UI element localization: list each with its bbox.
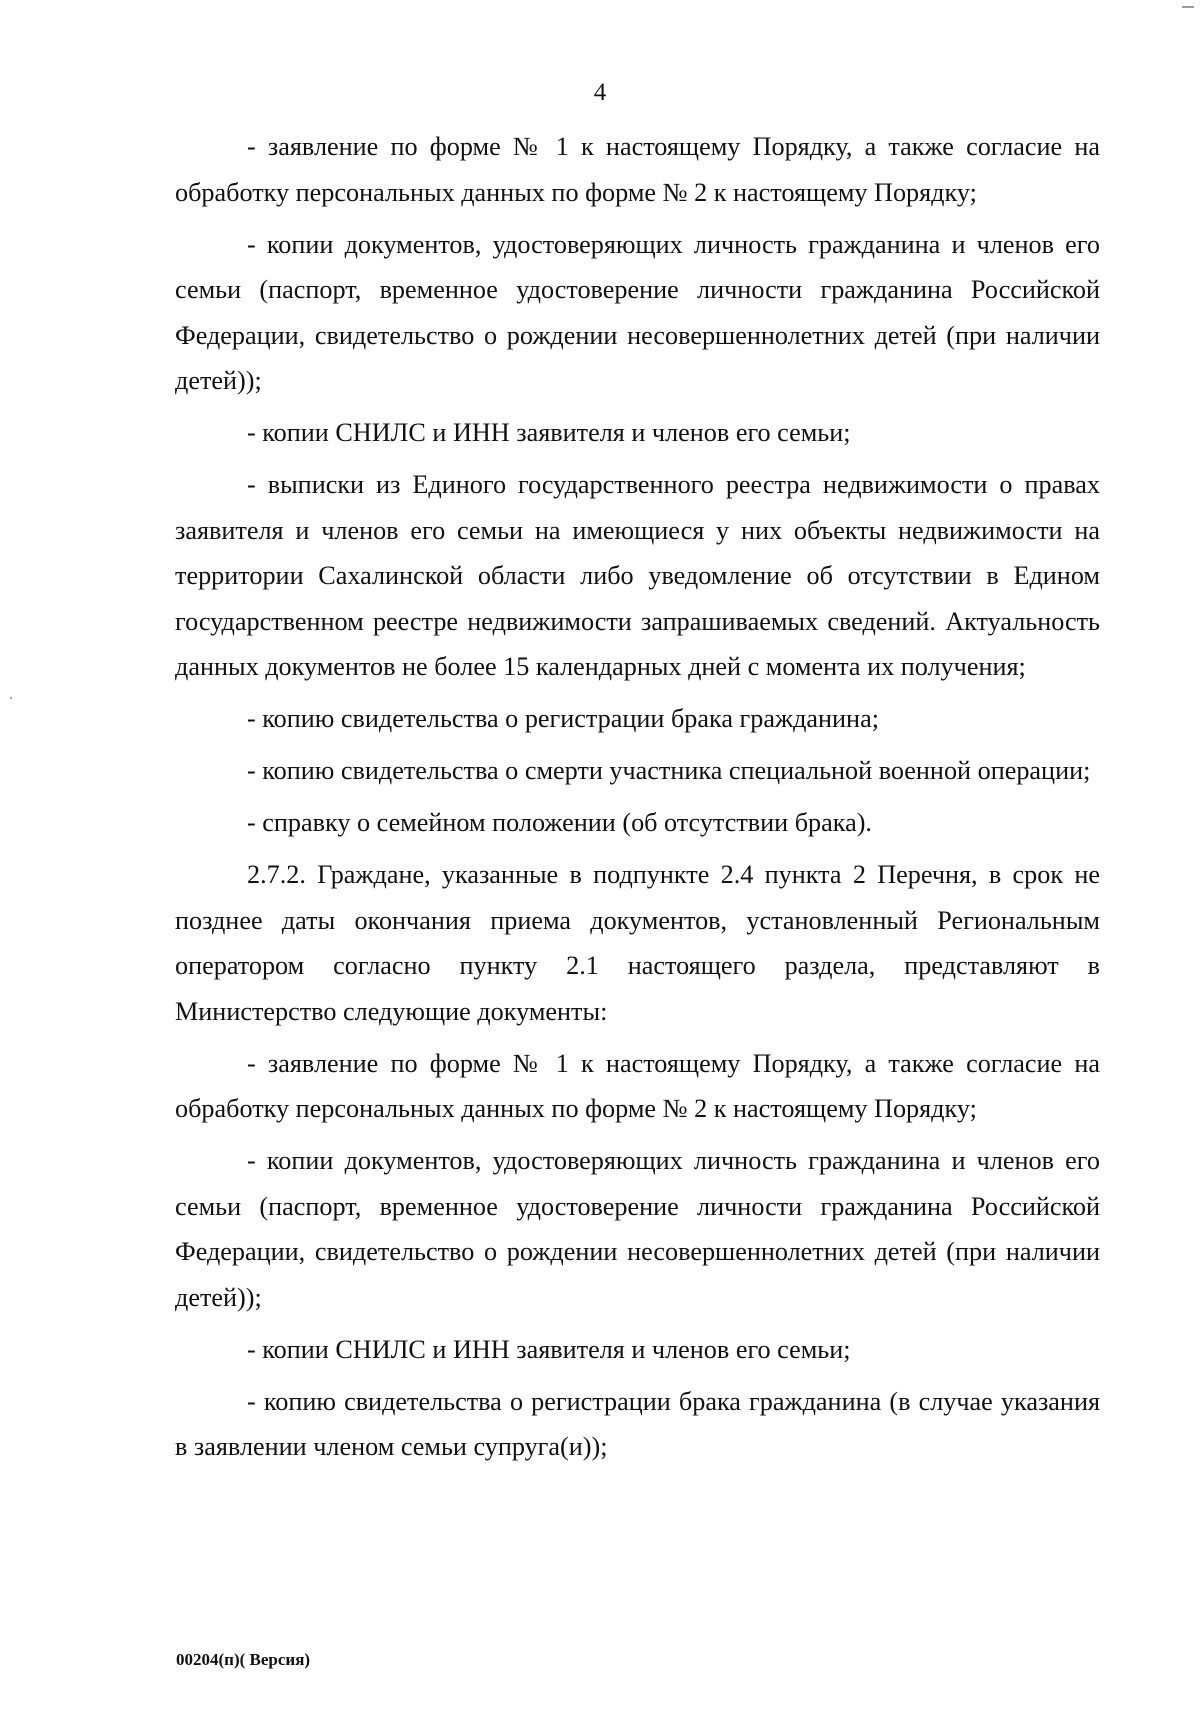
paragraph: - выписки из Единого государственного реестра недвижимости о правах заявителя и членов его семьи на имеющиеся у них объекты недвижимости на территории Сахалинской области либо уведомление об отсутствии в Едином государственном реестре недвижимости запрашиваемых сведений. Актуальность данных документов не более 15 календарных дней с момента их получения; [175, 470, 1100, 681]
paragraph: - копию свидетельства о регистрации брака гражданина; [247, 704, 879, 733]
paragraph: - копии СНИЛС и ИНН заявителя и членов его семьи; [247, 418, 851, 447]
paragraph: - справку о семейном положении (об отсутствии брака). [247, 808, 872, 837]
page-number: 4 [593, 79, 607, 106]
paragraph: - копию свидетельства о смерти участника специальной военной операции; [247, 756, 1091, 785]
scan-corner-mark [1182, 6, 1194, 8]
body-text [175, 124, 1100, 1476]
footer-document-code: 00204(п)( Версия) [176, 1650, 311, 1669]
paragraph: - копию свидетельства о регистрации брака гражданина (в случае указания в заявлении членом семьи супруга(и)); [175, 1386, 1100, 1461]
paragraph: - копии документов, удостоверяющих личность гражданина и членов его семьи (паспорт, временное удостоверение личности гражданина Российской Федерации, свидетельство о рождении несовершеннолетних детей (при наличии детей)); [175, 1146, 1100, 1312]
paragraph: - заявление по форме № 1 к настоящему Порядку, а также согласие на обработку персональных данных по форме № 2 к настоящему Порядку; [175, 1048, 1100, 1123]
paragraph: - копии документов, удостоверяющих личность гражданина и членов его семьи (паспорт, временное удостоверение личности гражданина Российской Федерации, свидетельство о рождении несовершеннолетних детей (при наличии детей)); [175, 229, 1100, 395]
paragraph: - заявление по форме № 1 к настоящему Порядку, а также согласие на обработку персональных данных по форме № 2 к настоящему Порядку; [175, 132, 1100, 207]
paragraph: - копии СНИЛС и ИНН заявителя и членов его семьи; [247, 1334, 851, 1364]
paragraph: 2.7.2. Граждане, указанные в подпункте 2.4 пункта 2 Перечня, в срок не позднее даты окончания приема документов, установленный Региональным оператором согласно пункту 2.1 настоящего раздела, представляют в Министерство следующие документы: [175, 860, 1100, 1026]
scan-speck [10, 697, 12, 699]
